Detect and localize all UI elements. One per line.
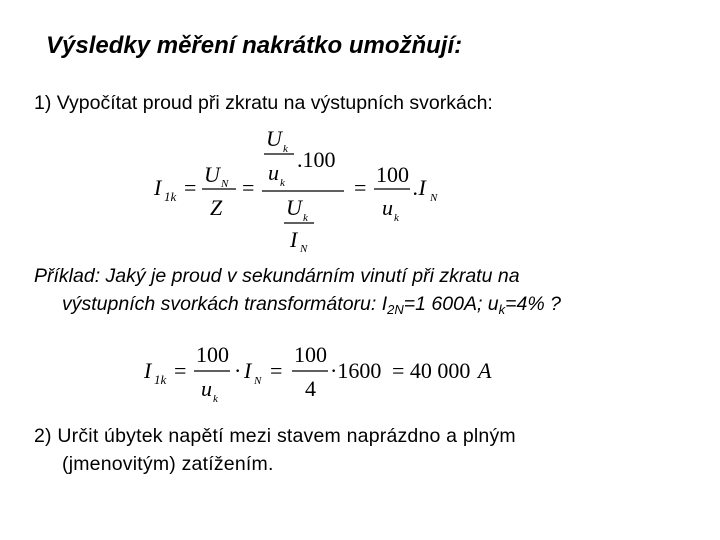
f2-4: 4 bbox=[305, 376, 316, 401]
f2-sub-k: k bbox=[213, 393, 218, 405]
f1-u-right: u bbox=[382, 195, 393, 220]
f2-100: 100 bbox=[196, 342, 229, 367]
item-2-line-2: (jmenovitým) zatížením. bbox=[62, 453, 274, 475]
f2-I: I bbox=[144, 358, 152, 383]
f2-sub-N: N bbox=[254, 375, 262, 387]
f1-U-bot: U bbox=[286, 195, 302, 220]
example-text bbox=[34, 262, 704, 318]
f1-U-top: U bbox=[266, 128, 282, 151]
f2-u: u bbox=[201, 376, 212, 401]
f1-I-bot: I bbox=[290, 227, 298, 252]
f2-unit: A bbox=[478, 358, 492, 383]
short-circuit-current-formula bbox=[140, 128, 460, 258]
item-2-line-1: 2) Určit úbytek napětí mezi stavem naprázdno a plným bbox=[34, 425, 516, 447]
f1-eq-1: = bbox=[184, 175, 197, 200]
example-line-2: výstupních svorkách transformátoru: $I_{2N}=1$ 600A; $u_k=4\%$ ? bbox=[62, 293, 561, 317]
f2-100-b: 100 bbox=[294, 342, 327, 367]
f1-eq-2: = bbox=[242, 175, 255, 200]
f1-sub-k-top: k bbox=[283, 143, 288, 155]
example-calculation-formula bbox=[140, 338, 520, 408]
f1-dot100: .100 bbox=[297, 147, 336, 172]
f1-sub-k-u-top: k bbox=[280, 177, 285, 189]
f1-U: U bbox=[204, 162, 220, 187]
f1-u-top: u bbox=[268, 160, 279, 185]
f1-sub-N-bot: N bbox=[300, 243, 308, 255]
f2-eq-1: = bbox=[174, 358, 187, 383]
f2-sub-1k: 1k bbox=[154, 372, 167, 387]
f1-100: 100 bbox=[376, 162, 409, 187]
f1-sub-N: N bbox=[221, 178, 229, 190]
f1-eq-3: = bbox=[354, 175, 367, 200]
f2-eq-2: = bbox=[270, 358, 283, 383]
f1-dotI: .I bbox=[413, 175, 426, 200]
f2-I-N: I bbox=[244, 358, 252, 383]
f2-mult-1600: ·1600 bbox=[330, 358, 382, 383]
f1-sub-k-bot: k bbox=[303, 212, 308, 224]
f1-sub-N-right: N bbox=[430, 192, 438, 204]
f1-I: I bbox=[154, 175, 162, 200]
f2-result: = 40 000 bbox=[392, 358, 471, 383]
f1-Z: Z bbox=[210, 195, 223, 220]
example-line-1: Příklad: Jaký je proud v sekundárním vinutí při zkratu na bbox=[34, 265, 520, 287]
f1-sub-k-right: k bbox=[394, 212, 399, 224]
item-2-text bbox=[34, 422, 704, 478]
f1-sub-1k: 1k bbox=[164, 189, 177, 204]
f2-cdot: · bbox=[234, 358, 242, 383]
item-1-text: 1) Vypočítat proud při zkratu na výstupních svorkách: bbox=[34, 92, 493, 114]
slide-title: Výsledky měření nakrátko umožňují: bbox=[46, 32, 463, 59]
